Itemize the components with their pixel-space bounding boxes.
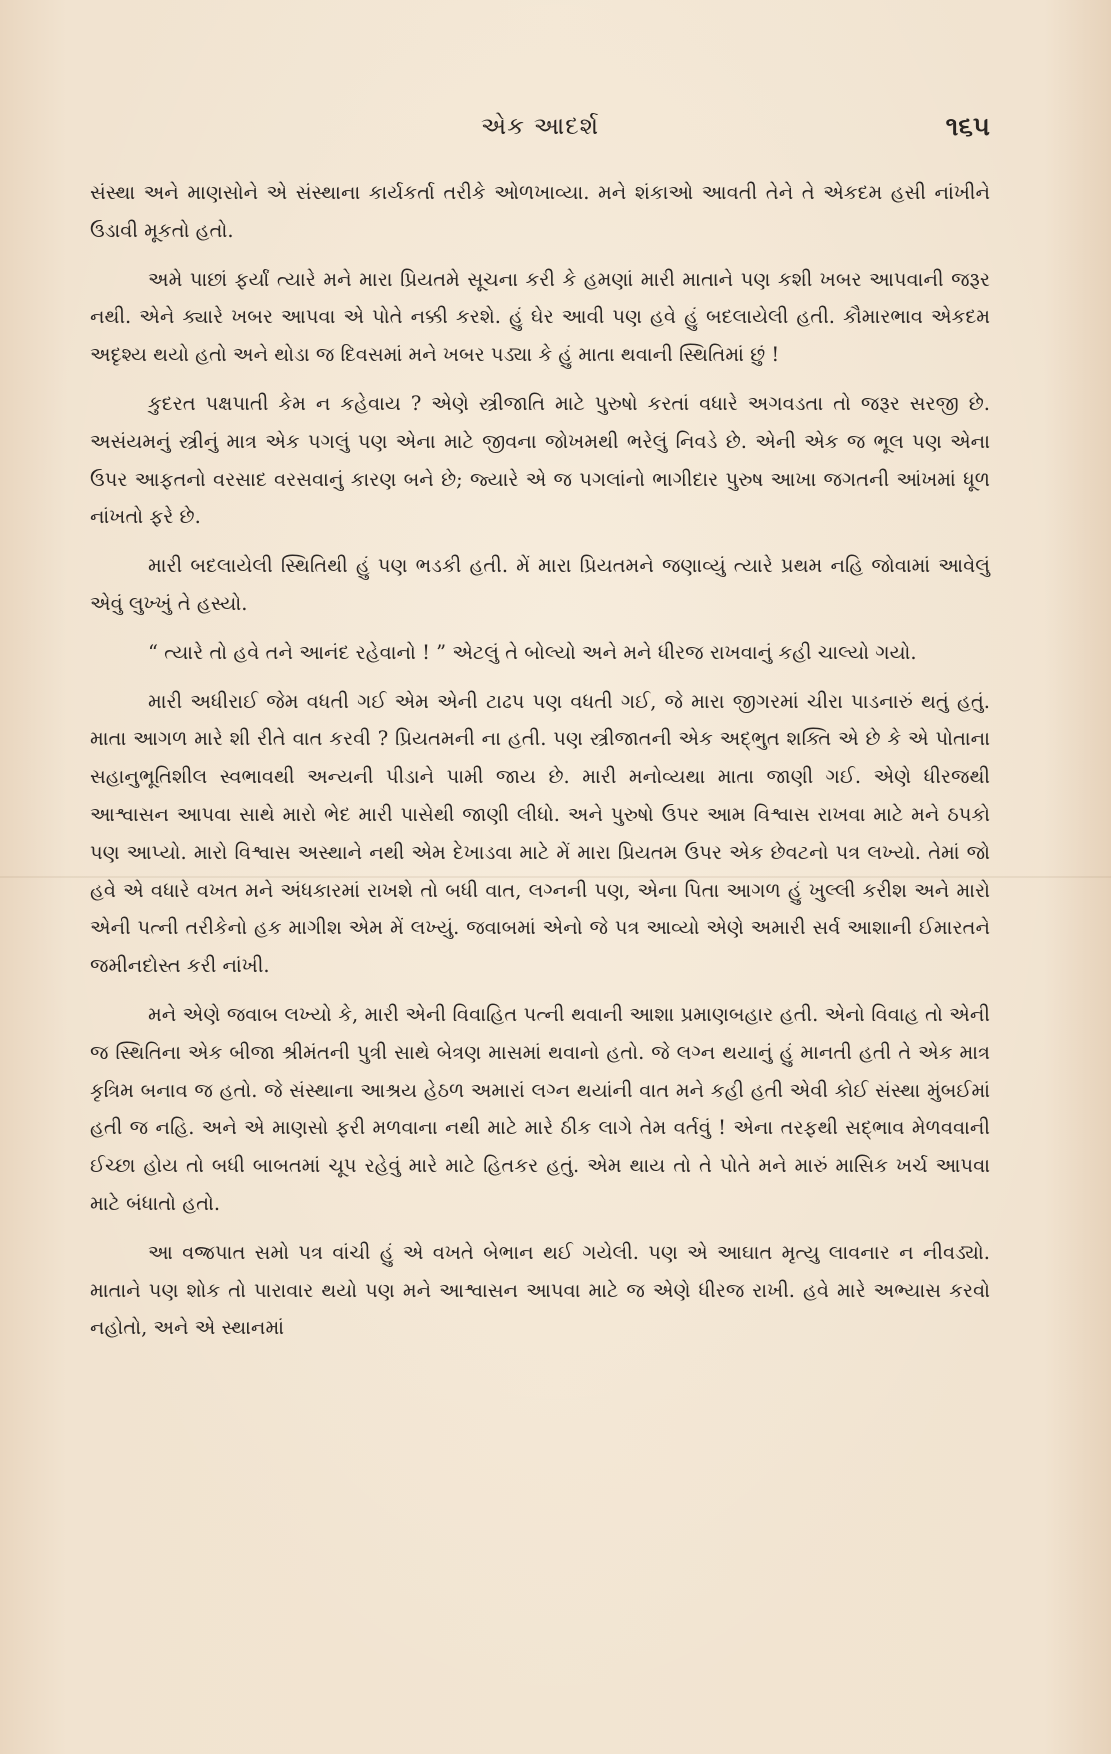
paragraph-7: મને એણે જવાબ લખ્યો કે, મારી એની વિવાહિત પત્ની થવાની આશા પ્રમાણબહાર હતી. એનો વિવાહ તો એની જ સ્થિતિના એક બીજા શ્રીમંતની પુત્રી સાથે બેત્રણ માસમાં થવાનો હતો. જે લગ્ન થયાનું હું માનતી હતી તે એક માત્ર કૃત્રિમ બનાવ જ હતો. જે સંસ્થાના આશ્રય હેઠળ અમારાં લગ્ન થયાંની વાત મને કહી હતી એવી કોઈ સંસ્થા મુંબઈમાં હતી જ નહિ. અને એ માણસો ફરી મળવાના નથી માટે મારે ઠીક લાગે તેમ વર્તવું ! એના તરફથી સદ્ભાવ મેળવવાની ઈચ્છા હોય તો બધી બાબતમાં ચૂપ રહેવું મારે માટે હિતકર હતું. એમ થાય તો તે પોતે મને મારું માસિક ખર્ચ આપવા માટે બંધાતો હતો. bbox=[90, 1002, 990, 1215]
page-header bbox=[90, 112, 990, 152]
paragraph-8: આ વજ્રપાત સમો પત્ર વાંચી હું એ વખતે બેભાન થઈ ગયેલી. પણ એ આઘાત મૃત્યુ લાવનાર ન નીવડ્યો. માતાને પણ શોક તો પારાવાર થયો પણ મને આશ્વાસન આપવા માટે જ એણે ધીરજ રાખી. હવે મારે અભ્યાસ કરવો નહોતો, અને એ સ્થાનમાં bbox=[90, 1240, 990, 1340]
paragraph-4: મારી બદલાયેલી સ્થિતિથી હું પણ ભડકી હતી. મેં મારા પ્રિયતમને જણાવ્યું ત્યારે પ્રથમ નહિ જોવામાં આવેલું એવું લુખ્ખું તે હસ્યો. bbox=[90, 554, 990, 615]
running-title: એક આદર્શ bbox=[480, 112, 600, 140]
paragraph-2: અમે પાછાં ફર્યાં ત્યારે મને મારા પ્રિયતમે સૂચના કરી કે હમણાં મારી માતાને પણ કશી ખબર આપવાની જરૂર નથી. એને ક્યારે ખબર આપવા એ પોતે નક્કી કરશે. હું ઘેર આવી પણ હવે હું બદલાયેલી હતી. કૌમારભાવ એકદમ અદૃશ્ય થયો હતો અને થોડા જ દિવસમાં મને ખબર પડ્યા કે હું માતા થવાની સ્થિતિમાં છું ! bbox=[90, 267, 990, 367]
body-text bbox=[90, 174, 990, 1347]
paragraph-1: સંસ્થા અને માણસોને એ સંસ્થાના કાર્યકર્તા તરીકે ઓળખાવ્યા. મને શંકાઓ આવતી તેને તે એકદમ હસી નાંખીને ઉડાવી મૂકતો હતો. bbox=[90, 181, 990, 242]
paragraph-3: કુદરત પક્ષપાતી કેમ ન કહેવાય ? એણે સ્ત્રીજાતિ માટે પુરુષો કરતાં વધારે અગવડતા તો જરૂર સરજી છે. અસંયમનું સ્ત્રીનું માત્ર એક પગલું પણ એના માટે જીવના જોખમથી ભરેલું નિવડે છે. એની એક જ ભૂલ પણ એના ઉપર આફતનો વરસાદ વરસવાનું કારણ બને છે; જ્યારે એ જ પગલાંનો ભાગીદાર પુરુષ આખા જગતની આંખમાં ધૂળ નાંખતો ફરે છે. bbox=[90, 391, 990, 529]
paragraph-5: “ ત્યારે તો હવે તને આનંદ રહેવાનો ! ” એટલું તે બોલ્યો અને મને ધીરજ રાખવાનું કહી ચાલ્યો ગયો. bbox=[148, 640, 917, 664]
paragraph-6: મારી અધીરાઈ જેમ વધતી ગઈ એમ એની ટાઢપ પણ વધતી ગઈ, જે મારા જીગરમાં ચીરા પાડનારું થતું હતું. માતા આગળ મારે શી રીતે વાત કરવી ? પ્રિયતમની ના હતી. પણ સ્ત્રીજાતની એક અદ્ભુત શક્તિ એ છે કે એ પોતાના સહાનુભૂતિશીલ સ્વભાવથી અન્યની પીડાને પામી જાય છે. મારી મનોવ્યથા માતા જાણી ગઈ. એણે ધીરજથી આશ્વાસન આપવા સાથે મારો ભેદ મારી પાસેથી જાણી લીધો. અને પુરુષો ઉપર આમ વિશ્વાસ રાખવા માટે મને ઠપકો પણ આપ્યો. મારો વિશ્વાસ અસ્થાને નથી એમ દેખાડવા માટે મેં મારા પ્રિયતમ ઉપર એક છેવટનો પત્ર લખ્યો. તેમાં જો હવે એ વધારે વખત મને અંધકારમાં રાખશે તો બધી વાત, લગ્નની પણ, એના પિતા આગળ હું ખુલ્લી કરીશ અને મારો એની પત્ની તરીકેનો હક માગીશ એમ મેં લખ્યું. જવાબમાં એનો જે પત્ર આવ્યો એણે અમારી સર્વ આશાની ઈમારતને જમીનદોસ્ત કરી નાંખી. bbox=[90, 689, 990, 978]
page-number: ૧૬૫ bbox=[945, 112, 990, 142]
